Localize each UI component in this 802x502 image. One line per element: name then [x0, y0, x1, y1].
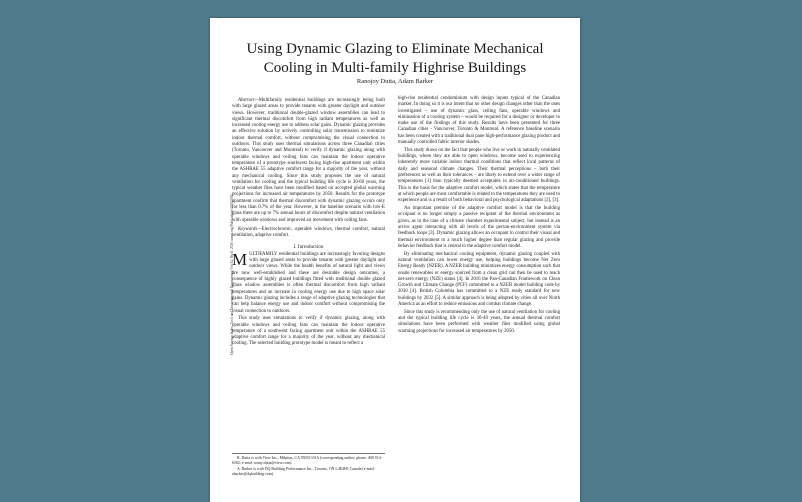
paper-authors: Ranojoy Dutta, Adam Barker [356, 78, 434, 85]
right-column [398, 96, 560, 336]
paper-title [210, 40, 580, 78]
right-paragraph-2: This study draws on the fact that people who live or work in naturally ventilated buildings, where they are able to open windows, become used to experiencing inherently more variable indoor thermal conditions that reflect local patterns of daily and seasonal climate changes. Their thermal perceptions – both their preferences as well as their tolerances – are likely to extend over a wider range of temperatures [1] than typically deemed acceptable in air-conditioned buildings. This is the basis for the adaptive comfort model, which states that the temperature at which people are most comfortable is related to the temperatures they are used to experience and is a result of both behavioral and psychological adaptations [2], [3]. [398, 147, 560, 204]
abstract [232, 98, 385, 224]
title-line-1: Using Dynamic Glazing to Eliminate Mechanical [246, 41, 544, 57]
intro-paragraph-1 [232, 249, 385, 315]
keywords [232, 227, 385, 240]
right-paragraph-1: high-rise residential condominium with design inputs typical of the Canadian market. In doing so it is our intent that no other design changes other than the ones investigated – use of dynamic glass, ceiling fans, operable windows and elimination of a cooling system – would be required for a designer or developer to make use of the findings of this study. Results have been presented for three Canadian cities - Vancouver, Toronto & Montreal. A reference baseline scenario has been created with a traditional dual pane high-performance glazing product and manually controlled fabric interior shades. [398, 96, 560, 146]
footnote-1: R. Dutta is with View Inc., Milpitas, CA 95035 USA (corresponding author, phone: 408-514-6582; e-mail: ronny.dutta@view.com). [232, 456, 382, 465]
footnote-2: A. Barker is with DQ Building Performance Inc., Toronto, ON L4E4H1 Canada (e-mail: abarker@dqbuilding.com). [232, 467, 375, 476]
paper-page [210, 18, 580, 502]
right-paragraph-4: By eliminating mechanical cooling equipment, dynamic glazing coupled with natural ventilation can lower energy use, helping buildings become Net Zero Energy Ready (NZER). A NZER building minimizes energy consumption such that onsite renewables or energy sourced from a clean grid can then be used to reach net-zero energy (NZE) status [4]. In 2016 the Pan-Canadian Framework on Clean Growth and Climate Change (PCF) committed to a NZER model building code by 2030 [4]. British Columbia has committed to a NZE ready standard for new buildings by 2032 [5]. A similar approach is being adopted by cities all over North America as an effort to reduce emissions and combat climate change. [398, 251, 560, 307]
keywords-label: Keywords— [238, 226, 262, 232]
intro-paragraph-2: This study uses simulations to verify if dynamic glazing, along with operable windows and ceiling fans can maintain the indoor operative temperature of a southwest facing apartment unit within the ASHRAE 55 adaptive comfort range for a majority of the year, without any mechanical cooling. The selected building prototype model is meant to reflect a [232, 316, 385, 347]
left-column [232, 98, 385, 349]
abstract-text: Multifamily residential buildings are increasingly being built with large glazed areas to provide tenants with greater daylight and outdoor views. However, traditional double-glazed window assemblies can lead to significant thermal discomfort from high radiant temperatures as well as increased cooling energy use to address solar gains. Dynamic glazing provides an effective solution by actively controlling solar transmission to minimize indoor thermal comfort, without compromising the visual connection to outdoors. This study uses thermal simulations across three Canadian cities (Toronto, Vancouver and Montreal) to verify if dynamic glazing along with operable windows and ceiling fans can maintain the indoor operative temperature of a prototype southwest facing high-rise apartment unit within the ASHRAE 55 adaptive comfort range for a majority of the year, without any mechanical cooling. Since this study proposes the use of natural ventilation for cooling and the typical building life cycle is 30-60 years, the typical weather files have been modified based on accepted global warming projections for increased air temperatures by 2050. Results for the prototype apartment confirm that thermal discomfort with dynamic glazing occurs only for less than 0.7% of the year. However, in the baseline scenario with low-E glass there are up to 7% annual hours of discomfort despite natural ventilation with operable windows and improved air movement with ceiling fans. [232, 98, 385, 223]
intro-p1-text: ULTIFAMILY residential buildings are increasingly favoring designs with large glazed areas to provide tenants with greater daylight and outdoor views. While the health benefits of natural light and views are now well-established and these are desirable design outcomes, a consequence of highly glazed buildings fitted with traditional double glazed glass window assemblies is often thermal discomfort from high radiant temperatures and an increase in cooling energy use due to high space solar gains. Dynamic glazing includes a range of adaptive glazing technologies that can help balance energy use and indoor comfort without compromising the visual connection to outdoors. [232, 251, 385, 314]
sidebar-citation: Open Science Index, Civil and Environmental Engineering Vol:14, No:8, 2020 waset.org/Publication/10011500 [230, 194, 234, 355]
intro-heading: I. Introduction [293, 243, 324, 250]
footnotes [232, 453, 385, 478]
right-paragraph-3: An important premise of the adaptive comfort model is that the building occupant is no longer simply a passive recipient of the thermal environment as given, as in the case of a climate chamber experimental subject, but instead is an active agent interacting with all levels of the person-environment system via feedback loops [3]. Dynamic glazing allows an occupant to control their visual and thermal environment to a much higher degree than regular glazing and provide behavior feedback that is central to the adaptive comfort model. [398, 206, 560, 249]
keywords-text: Electrochromic, operable windows, thermal comfort, natural ventilation, adaptive comfort. [232, 226, 385, 239]
title-line-2: Cooling in Multi-family Highrise Buildings [263, 60, 527, 76]
abstract-label: Abstract— [238, 98, 259, 103]
drop-cap: M [232, 249, 248, 269]
right-paragraph-5: Since this study is recommending only the use of natural ventilation for cooling and the typical building life cycle is 30-40 years, the annual thermal comfort simulations have been performed with weather files modified using global warming projections for increased air temperatures by 2050. [398, 309, 560, 334]
